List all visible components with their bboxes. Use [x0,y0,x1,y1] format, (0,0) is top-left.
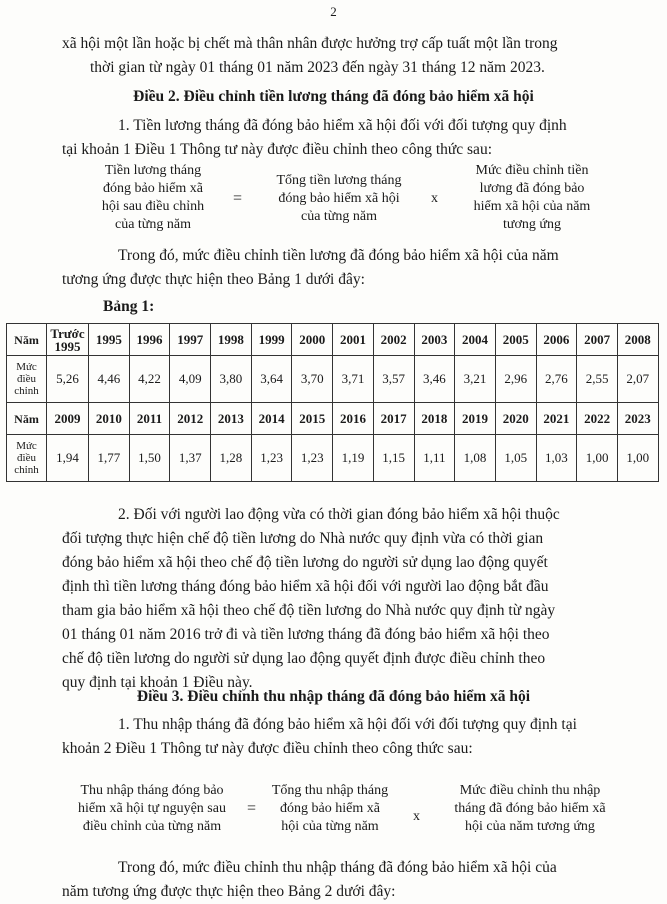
formula-line: tháng đã đóng bảo hiểm xã [454,801,606,816]
formula-right-term [452,162,612,234]
text-line: định thì tiền lương tháng đóng bảo hiểm xã hội đối với người lao động bắt đầu [62,578,549,595]
article-2-heading: Điều 2. Điều chỉnh tiền lương tháng đã đóng bảo hiểm xã hội [133,88,534,105]
article-2-paragraph-2 [62,244,612,292]
equals-sign: = [233,190,243,207]
year-cell: 2021 [536,403,577,435]
year-cell: 1999 [251,324,292,356]
formula-left-term [62,782,242,836]
formula-line: Tiền lương tháng [104,163,202,178]
text-line: 1. Thu nhập tháng đã đóng bảo hiểm xã hội đối với đối tượng quy định tại [118,716,577,733]
article-3-paragraph-2 [62,856,612,904]
formula-line: lương đã đóng bảo [479,181,585,196]
text-line: 1. Tiền lương tháng đã đóng bảo hiểm xã hội đối với đối tượng quy định [118,117,567,134]
equals-sign: = [247,800,257,817]
text-line: đóng bảo hiểm xã hội theo chế độ tiền lương do người sử dụng lao động quyết [62,554,548,571]
coef-cell: 3,71 [333,356,374,403]
formula-line: đóng bảo hiểm xã hội [278,191,400,206]
formula-line: của từng năm [300,209,377,224]
coef-cell: 3,57 [373,356,414,403]
coef-cell: 1,15 [373,435,414,482]
year-cell: 2017 [373,403,414,435]
text-line: 2. Đối với người lao động vừa có thời gian đóng bảo hiểm xã hội thuộc [118,506,560,523]
article-3-heading: Điều 3. Điều chỉnh thu nhập tháng đã đóng bảo hiểm xã hội [136,688,531,705]
text-line: tại khoản 1 Điều 1 Thông tư này được điều chỉnh theo công thức sau: [62,141,492,158]
year-label: Năm [7,324,47,356]
formula-line: hội của năm tương ứng [465,819,595,834]
year-cell: 2020 [495,403,536,435]
year-cell: 2016 [333,403,374,435]
coef-cell: 1,23 [251,435,292,482]
formula-line: của từng năm [114,217,191,232]
text-line: đối tượng thực hiện chế độ tiền lương do Nhà nước quy định vừa có thời gian [62,530,544,547]
formula-middle-term [258,172,420,226]
page-number: 2 [330,4,337,19]
intro-paragraph [62,32,612,80]
adjustment-table-1 [6,323,659,482]
table-row-years-1 [7,324,659,356]
coef-cell: 1,28 [211,435,252,482]
coef-cell: 1,37 [170,435,211,482]
table-row-years-2 [7,403,659,435]
coef-cell: 4,22 [129,356,170,403]
formula-right-term [440,782,620,836]
year-label: Năm [7,403,47,435]
coef-label-line: chỉnh [14,464,39,476]
coef-cell: 4,09 [170,356,211,403]
text-line: xã hội một lần hoặc bị chết mà thân nhân được hưởng trợ cấp tuất một lần trong [62,35,558,52]
year-cell: 2006 [536,324,577,356]
text-line: năm tương ứng được thực hiện theo Bảng 2 dưới đây: [62,883,396,900]
year-cell: 2013 [211,403,252,435]
year-cell: 2010 [89,403,130,435]
coef-cell: 3,46 [414,356,455,403]
coef-cell: 1,94 [47,435,89,482]
year-cell: 2003 [414,324,455,356]
formula-line: Thu nhập tháng đóng bảo [80,783,224,798]
times-sign: x [431,191,438,206]
coef-cell: 1,03 [536,435,577,482]
year-cell: 2022 [577,403,618,435]
coef-cell: 3,64 [251,356,292,403]
year-cell: 1995 [89,324,130,356]
year-cell: 2004 [455,324,496,356]
formula-line: đóng bảo hiểm xã [103,181,203,196]
year-cell: 2005 [495,324,536,356]
formula-middle-term [265,782,395,836]
formula-line: đóng bảo hiểm xã [280,801,380,816]
year-cell: Trước 1995 [47,324,89,356]
coef-cell: 1,05 [495,435,536,482]
table-1-title: Bảng 1: [103,298,155,315]
coef-cell: 1,19 [333,435,374,482]
year-cell: 2009 [47,403,89,435]
coef-cell: 2,07 [617,356,658,403]
coef-cell: 2,96 [495,356,536,403]
coef-label [7,356,47,403]
year-cell: 2007 [577,324,618,356]
year-cell: 1996 [129,324,170,356]
year-cell: 1997 [170,324,211,356]
coef-cell: 2,76 [536,356,577,403]
formula-line: hội của từng năm [281,819,379,834]
coef-label-line: điều [17,452,36,464]
table-row-values-1 [7,356,659,403]
text-line: Trong đó, mức điều chỉnh tiền lương đã đóng bảo hiểm xã hội của năm [118,247,559,264]
coef-cell: 1,11 [414,435,455,482]
formula-line: tương ứng [503,217,561,232]
year-cell: 2018 [414,403,455,435]
article-2-paragraph-3 [62,503,612,695]
coef-cell: 1,08 [455,435,496,482]
formula-line: hiểm xã hội của năm [473,199,591,214]
coef-cell: 1,23 [292,435,333,482]
formula-line: hội sau điều chỉnh [101,199,205,214]
coef-cell: 1,50 [129,435,170,482]
formula-line: hiểm xã hội tự nguyện sau [78,801,226,816]
coef-cell: 1,00 [577,435,618,482]
year-cell: 2002 [373,324,414,356]
year-cell: 2015 [292,403,333,435]
year-cell: 2001 [333,324,374,356]
text-line: chế độ tiền lương do người sử dụng lao động quyết định được điều chỉnh theo [62,650,546,667]
coef-cell: 5,26 [47,356,89,403]
coef-cell: 4,46 [89,356,130,403]
text-line: tương ứng được thực hiện theo Bảng 1 dưới đây: [62,271,365,288]
text-line: thời gian từ ngày 01 tháng 01 năm 2023 đến ngày 31 tháng 12 năm 2023. [90,59,545,76]
year-cell: 2019 [455,403,496,435]
year-cell: 1998 [211,324,252,356]
text-line: tham gia bảo hiểm xã hội theo chế độ tiền lương do Nhà nước quy định từ ngày [62,602,556,619]
coef-cell: 3,80 [211,356,252,403]
year-cell: 2011 [129,403,170,435]
coef-cell: 1,00 [617,435,658,482]
coef-cell: 3,21 [455,356,496,403]
table-row-values-2 [7,435,659,482]
coef-label-line: điều [17,373,36,385]
coef-cell: 1,77 [89,435,130,482]
text-line: 01 tháng 01 năm 2016 trở đi và tiền lương tháng đã đóng bảo hiểm xã hội theo [62,626,550,643]
coef-cell: 3,70 [292,356,333,403]
formula-line: điều chỉnh của từng năm [82,819,222,834]
formula-line: Mức điều chỉnh thu nhập [459,783,601,798]
formula-left-term [78,162,228,234]
formula-line: Mức điều chỉnh tiền [475,163,589,178]
coef-label [7,435,47,482]
year-cell: 2023 [617,403,658,435]
year-cell: 2014 [251,403,292,435]
times-sign: x [413,809,420,824]
year-cell: 2000 [292,324,333,356]
coef-label-line: chỉnh [14,385,39,397]
text-line: Trong đó, mức điều chỉnh thu nhập tháng đã đóng bảo hiểm xã hội của [118,859,557,876]
year-cell: 2012 [170,403,211,435]
formula-line: Tổng thu nhập tháng [271,783,389,798]
year-cell: 2008 [617,324,658,356]
coef-label-line: Mức [16,361,37,373]
text-line: quy định tại khoản 1 Điều này. [62,674,253,691]
text-line: khoản 2 Điều 1 Thông tư này được điều chỉnh theo công thức sau: [62,740,473,757]
coef-label-line: Mức [16,440,37,452]
article-2-paragraph-1 [62,114,612,162]
article-3-paragraph-1 [62,713,612,761]
coef-cell: 2,55 [577,356,618,403]
formula-line: Tổng tiền lương tháng [276,173,402,188]
